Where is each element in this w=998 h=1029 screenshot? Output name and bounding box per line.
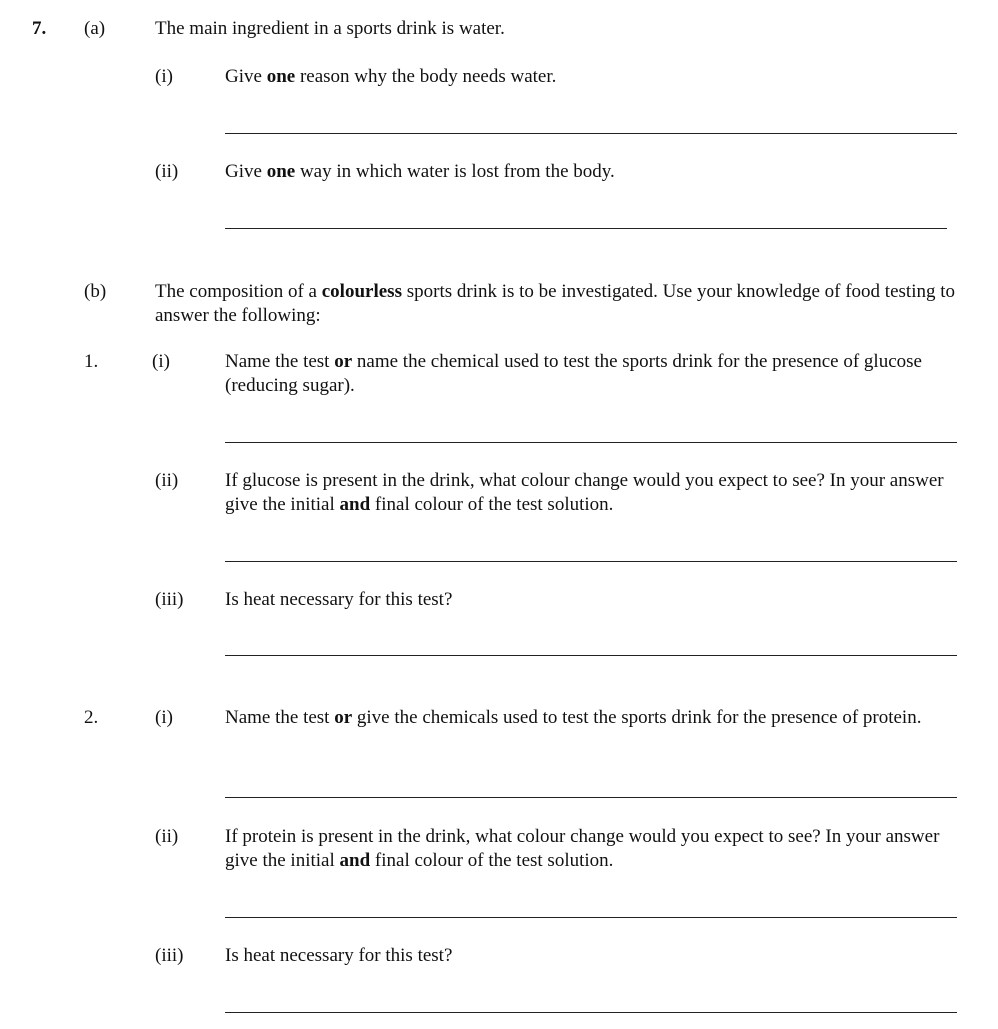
section-1-i-label: (i): [152, 351, 170, 372]
part-a-i-question: Give one reason why the body needs water.: [225, 66, 557, 87]
part-b-label: (b): [84, 281, 107, 302]
answer-line-2-ii[interactable]: [225, 917, 957, 918]
section-2-ii-question: If protein is present in the drink, what colour change would you expect to see? In your answer give the initial and final colour of the test solution.: [225, 826, 940, 871]
answer-line-a-ii[interactable]: [225, 228, 947, 229]
section-1-label: 1.: [84, 351, 99, 372]
part-b-stem: The composition of a colourless sports drink is to be investigated. Use your knowledge of food testing to answer the following:: [155, 281, 956, 326]
section-2-label: 2.: [84, 707, 99, 728]
section-2-i-label: (i): [155, 707, 173, 728]
answer-line-a-i[interactable]: [225, 133, 957, 134]
section-2-iii-label: (iii): [155, 945, 184, 966]
part-a-ii-label: (ii): [155, 161, 179, 182]
part-a-ii-question: Give one way in which water is lost from the body.: [225, 161, 615, 182]
section-1-i-question: Name the test or name the chemical used to test the sports drink for the presence of glucose (reducing sugar).: [225, 351, 922, 396]
answer-line-1-ii[interactable]: [225, 561, 957, 562]
section-1-iii-question: Is heat necessary for this test?: [225, 589, 453, 610]
section-2-iii-question: Is heat necessary for this test?: [225, 945, 453, 966]
section-2-i-question: Name the test or give the chemicals used to test the sports drink for the presence of protein.: [225, 707, 922, 728]
answer-line-1-i[interactable]: [225, 442, 957, 443]
part-a-label: (a): [84, 18, 106, 39]
answer-line-1-iii[interactable]: [225, 655, 957, 656]
part-a-stem: The main ingredient in a sports drink is water.: [155, 18, 505, 39]
answer-line-2-iii[interactable]: [225, 1012, 957, 1013]
answer-line-2-i[interactable]: [225, 797, 957, 798]
part-a-i-label: (i): [155, 66, 173, 87]
question-number: 7.: [32, 18, 47, 39]
section-1-ii-question: If glucose is present in the drink, what colour change would you expect to see? In your answer give the initial and final colour of the test solution.: [225, 470, 944, 515]
section-2-ii-label: (ii): [155, 826, 179, 847]
section-1-iii-label: (iii): [155, 589, 184, 610]
section-1-ii-label: (ii): [155, 470, 179, 491]
